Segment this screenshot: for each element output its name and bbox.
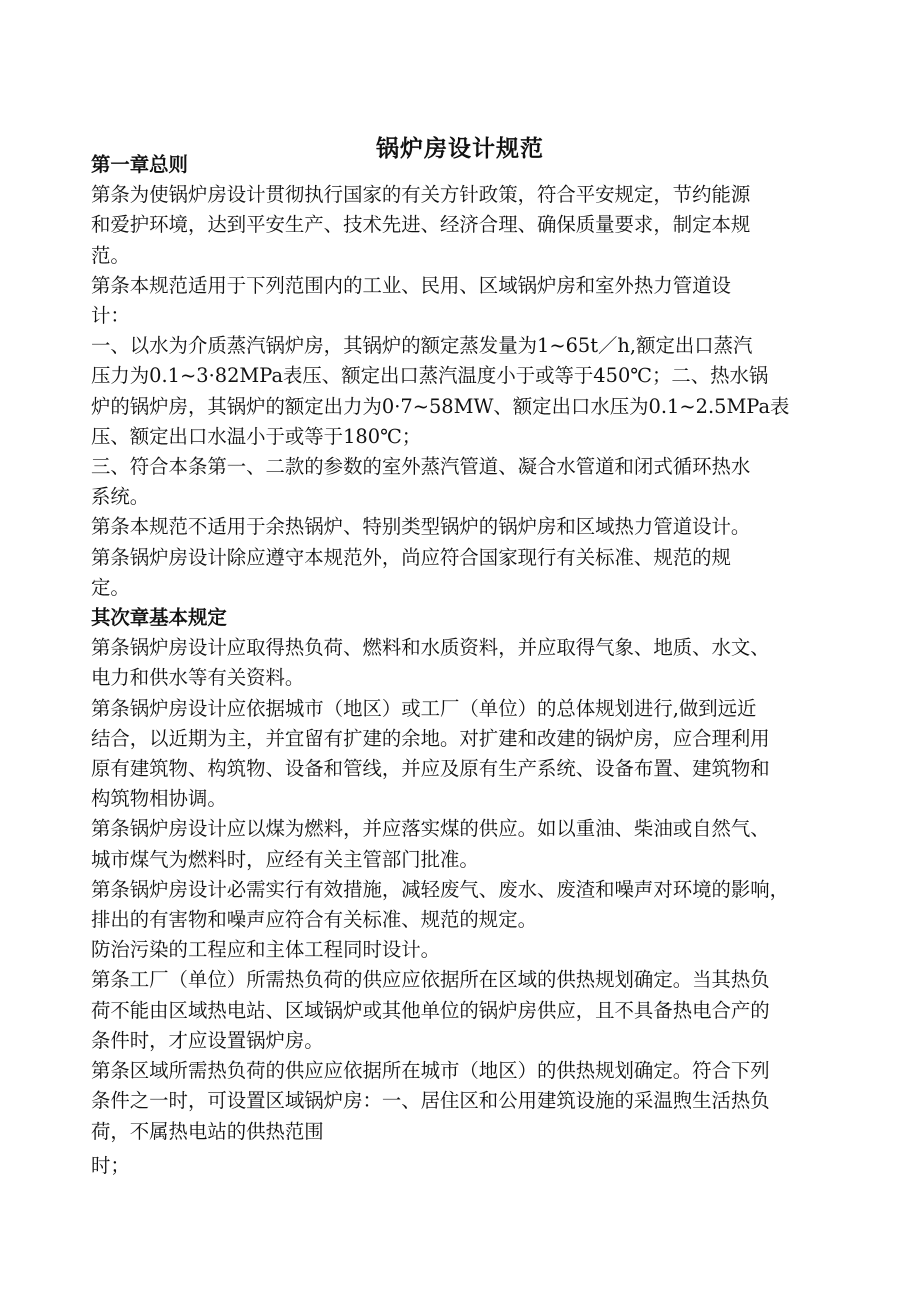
- text-line: 防治污染的工程应和主体工程同时设计。: [91, 938, 441, 962]
- text-line: 第条区域所需热负荷的供应应依据所在城市（地区）的供热规划确定。符合下列: [91, 1059, 770, 1083]
- text-line: 电力和供水等有关资料。: [91, 666, 305, 690]
- text-line: 城市煤气为燃料时，应经有关主管部门批准。: [91, 847, 479, 871]
- text-line: 范。: [91, 243, 130, 267]
- text-line: 系统。: [91, 485, 150, 509]
- text-line: 炉的锅炉房，其锅炉的额定出力为0·7~58MW、额定出口水压为0.1~2.5MPa表: [91, 394, 790, 418]
- text-line: 第条锅炉房设计除应遵守本规范外，尚应符合国家现行有关标准、规范的规: [91, 545, 731, 569]
- text-line: 三、符合本条第一、二款的参数的室外蒸汽管道、凝合水管道和闭式循环热水: [91, 455, 751, 479]
- text-line: 条件之一时，可设置区域锅炉房：一、居住区和公用建筑设施的采温煦生活热负: [91, 1089, 770, 1113]
- chapter-2-article-1: [91, 633, 861, 693]
- chapter-2-article-6: [91, 1056, 861, 1181]
- chapter-1-article-4: [91, 543, 861, 603]
- chapter-2-article-4: [91, 875, 861, 935]
- text-line: 第条工厂（单位）所需热负荷的供应应依据所在区域的供热规划确定。当其热负: [91, 968, 770, 992]
- text-line: 第条为使锅炉房设计贯彻执行国家的有关方针政策，符合平安规定，节约能源: [91, 183, 751, 207]
- chapter-1-article-1: [91, 180, 861, 271]
- text-line: 荷不能由区域热电站、区域锅炉或其他单位的锅炉房供应，且不具备热电合产的: [91, 998, 770, 1022]
- text-line: 第条锅炉房设计必需实行有效措施，减轻废气、废水、废渣和噪声对环境的影响，: [91, 877, 790, 901]
- chapter-2-article-3: [91, 814, 861, 874]
- text-line: 条件时，才应设置锅炉房。: [91, 1028, 324, 1052]
- chapter-2-heading: 其次章基本规定: [91, 606, 227, 630]
- document-title: 锅炉房设计规范: [376, 136, 544, 163]
- text-line: 计：: [91, 304, 130, 328]
- text-line: 第条锅炉房设计应依据城市（地区）或工厂（单位）的总体规划进行,做到远近: [91, 696, 757, 720]
- text-line: 定。: [91, 575, 130, 599]
- text-line: 压力为0.1~3·82MPa表压、额定出口蒸汽温度小于或等于450℃；二、热水锅: [91, 364, 769, 388]
- text-line: 第条本规范不适用于余热锅炉、特别类型锅炉的锅炉房和区域热力管道设计。: [91, 515, 751, 539]
- text-line: 压、额定出口水温小于或等于180℃；: [91, 424, 422, 448]
- chapter-2-article-2: [91, 694, 861, 815]
- chapter-2-article-4-continued: [91, 935, 861, 965]
- text-line: 一、以水为介质蒸汽锅炉房，其锅炉的额定蒸发量为1~65t／h,额定出口蒸汽: [91, 334, 753, 358]
- chapter-1-items-1-2: [91, 331, 861, 452]
- text-line: 第条锅炉房设计应以煤为燃料，并应落实煤的供应。如以重油、柴油或自然气、: [91, 817, 770, 841]
- text-line: 时；: [91, 1153, 130, 1177]
- text-line: 第条本规范适用于下列范围内的工业、民用、区域锅炉房和室外热力管道设: [91, 273, 731, 297]
- text-line: 荷，不属热电站的供热范围: [91, 1119, 324, 1143]
- text-line: 构筑物相协调。: [91, 787, 227, 811]
- text-line: 和爱护环境，达到平安生产、技术先进、经济合理、确保质量要求，制定本规: [91, 213, 751, 237]
- chapter-1-heading: 第一章总则: [91, 153, 188, 176]
- chapter-2-article-5: [91, 965, 861, 1056]
- text-line: 第条锅炉房设计应取得热负荷、燃料和水质资料，并应取得气象、地质、水文、: [91, 636, 770, 660]
- chapter-1-article-2: [91, 271, 861, 331]
- chapter-1-item-3: [91, 452, 861, 512]
- text-line: 原有建筑物、构筑物、设备和管线，并应及原有生产系统、设备布置、建筑物和: [91, 757, 770, 781]
- text-line: 结合，以近期为主，并宜留有扩建的余地。对扩建和改建的锅炉房，应合理利用: [91, 726, 770, 750]
- chapter-1-article-3: [91, 512, 861, 542]
- document-body: [91, 150, 861, 1181]
- text-line: 排出的有害物和噪声应符合有关标准、规范的规定。: [91, 908, 537, 932]
